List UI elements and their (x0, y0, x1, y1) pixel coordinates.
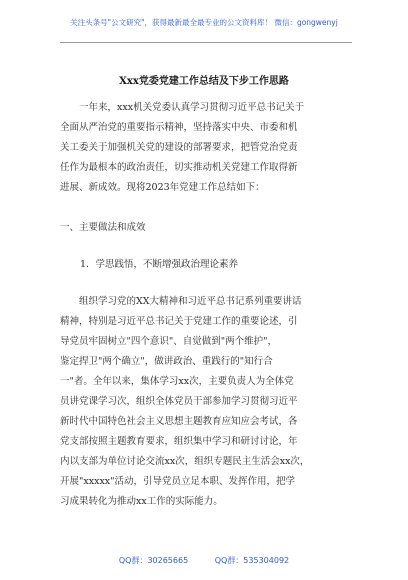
body-line: 鉴定捍卫"两个确立"，做讲政治、重践行的"知行合 (60, 356, 273, 367)
header-promo-note: 关注头条号"公文研究"，获得最新最全最专业的公文资料库！ 微信：gongwenyj (70, 18, 338, 27)
body-line: 一"者。全年以来，集体学习xx次，主要负责人为全体党 (60, 376, 294, 387)
footer-contacts (0, 555, 408, 566)
body-line: 习成果转化为推动xx工作的实际能力。 (60, 496, 223, 507)
footer-qq-group-1: QQ群：30265665 (118, 556, 189, 565)
section-heading: 一、主要做法和成效 (60, 222, 146, 233)
document-title: Xxx党委党建工作总结及下步工作思路 (119, 76, 289, 87)
body-line: 精神，特别是习近平总书记关于党建工作的重要论述，引 (60, 316, 298, 327)
intro-paragraph (60, 98, 352, 198)
subsection-heading: 1．学思践悟，不断增强政治理论素养 (80, 259, 239, 270)
header-divider (60, 42, 352, 43)
intro-line: 进展、新成效。现将2023年党建工作总结如下： (60, 182, 265, 193)
body-line: 员讲党课学习次，组织全体党员干部参加学习贯彻习近平 (60, 396, 298, 407)
footer-qq-group-2: QQ群：535304092 (214, 556, 290, 565)
body-line: 新时代中国特色社会主义思想主题教育应知应会考试，各 (60, 416, 298, 427)
body-line: 开展"xxxxx"活动，引导党员立足本职、发挥作用，把学 (60, 476, 296, 487)
intro-line: 任作为最根本的政治责任，切实推动机关党建工作取得新 (60, 162, 298, 173)
body-line: 组织学习党的XX大精神和习近平总书记系列重要讲话 (60, 296, 302, 307)
intro-line: 全面从严治党的重要指示精神，坚持落实中央、市委和机 (60, 122, 298, 133)
intro-line: 关工委关于加强机关党的建设的部署要求，把管党治党责 (60, 142, 298, 153)
body-line: 内以支部为单位讨论交流xx次，组织专题民主生活会xx次， (60, 456, 310, 467)
body-paragraph (60, 292, 352, 512)
intro-line: 一年来，xxx机关党委认真学习贯彻习近平总书记关于 (60, 102, 305, 113)
body-line: 导党员牢固树立"四个意识"、自觉做到"两个维护"， (60, 336, 277, 347)
body-line: 党支部按照主题教育要求，组织集中学习和研讨讨论，年 (60, 436, 298, 447)
